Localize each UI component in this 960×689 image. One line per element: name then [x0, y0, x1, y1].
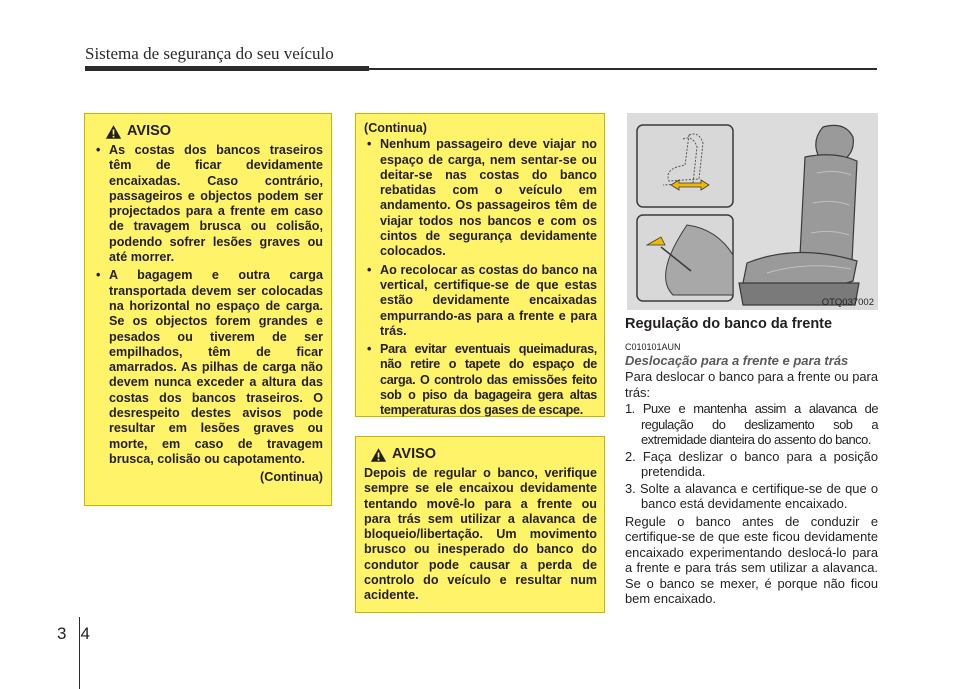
- header-rule: [85, 66, 369, 71]
- warning-item: • As costas dos bancos traseiros têm de ficar devidamente encaixadas. Caso contrário, passageiros e objectos podem ser projectados para a frente em caso de travagem brusca ou colisão, podendo sofrer lesões graves ou até morrer.: [93, 143, 323, 265]
- section-subtitle: Deslocação para a frente e para trás: [625, 353, 849, 368]
- section-body: [625, 369, 878, 607]
- section-code: C010101AUN: [625, 342, 681, 352]
- warning-title: AVISO: [127, 123, 172, 140]
- header-rule-thin: [369, 68, 877, 70]
- warning-title: AVISO: [392, 446, 437, 463]
- seat-drawing: [627, 113, 878, 310]
- continued-label: (Continua): [260, 470, 323, 485]
- step-item: 1. Puxe e mantenha assim a alavanca de regulação do deslizamento sob a extremidade dianteira do assento do banco.: [625, 401, 878, 447]
- warning-triangle-icon: [370, 447, 387, 463]
- warning-item: • Para evitar eventuais queimaduras, não retire o tapete do espaço de carga. O controlo das emissões feito sob o piso da bagageira gera altas temperaturas dos gases de escape.: [364, 342, 597, 418]
- page-index: 4: [80, 624, 90, 643]
- warning-box-continued: [355, 113, 605, 417]
- warning-item: • Ao recolocar as costas do banco na vertical, certifique-se de que estas estão devidamente encaixadas empurrando-as para a frente e para trás.: [364, 263, 597, 339]
- seat-illustration: [627, 113, 878, 310]
- warning-triangle-icon: [105, 124, 122, 140]
- warning-item: • Nenhum passageiro deve viajar no espaço de carga, nem sentar-se ou deitar-se nas costas do banco rebatidas com o veículo em andamento. Os passageiros têm de viajar todos nos bancos e com os cintos de segurança devidamente colocados.: [364, 137, 597, 259]
- warning-item: • A bagagem e outra carga transportada devem ser colocadas na horizontal no espaço de carga. Se os objectos forem grandes e pesados ou tiverem de ser empilhados, têm de ficar amarrados. As pilhas de carga não devem nunca exceder a altura das costas dos bancos traseiros. O desrespeito destes avisos pode resultar em lesões graves ou morte, em caso de travagem brusca, colisão ou capotamento.: [93, 268, 323, 467]
- page-number-divider: [79, 617, 80, 689]
- page-header-title: Sistema de segurança do seu veículo: [85, 44, 334, 63]
- section-closing: Regule o banco antes de conduzir e certifique-se de que este ficou devidamente encaixado experimentando deslocá-lo para a frente e para trás sem utilizar a alavanca. Se o banco se mexer, é porque não ficou bem encaixado.: [625, 513, 878, 606]
- warning-box-seat-adjust: [355, 436, 605, 613]
- warning-text: Depois de regular o banco, verifique sempre se ele encaixou devidamente tentando movê-lo para a frente ou para trás sem utilizar a alavanca de bloqueio/libertação. Um movimento brusco ou inesperado do banco do condutor pode causar a perda de controlo do veículo e resultar num acidente.: [364, 466, 597, 603]
- step-item: 3. Solte a alavanca e certifique-se de que o banco está devidamente encaixado.: [625, 480, 878, 511]
- warning-heading: [370, 447, 597, 463]
- page-number: [57, 624, 104, 644]
- warning-box-seatbacks: [84, 113, 332, 506]
- section-intro: Para deslocar o banco para a frente ou para trás:: [625, 369, 878, 400]
- section-title: Regulação do banco da frente: [625, 316, 833, 332]
- chapter-number: 3: [57, 624, 67, 643]
- warning-heading: [105, 124, 323, 140]
- step-item: 2. Faça deslizar o banco para a posição pretendida.: [625, 448, 878, 479]
- continued-label: (Continua): [364, 121, 427, 135]
- figure-code: OTQ037002: [821, 297, 874, 308]
